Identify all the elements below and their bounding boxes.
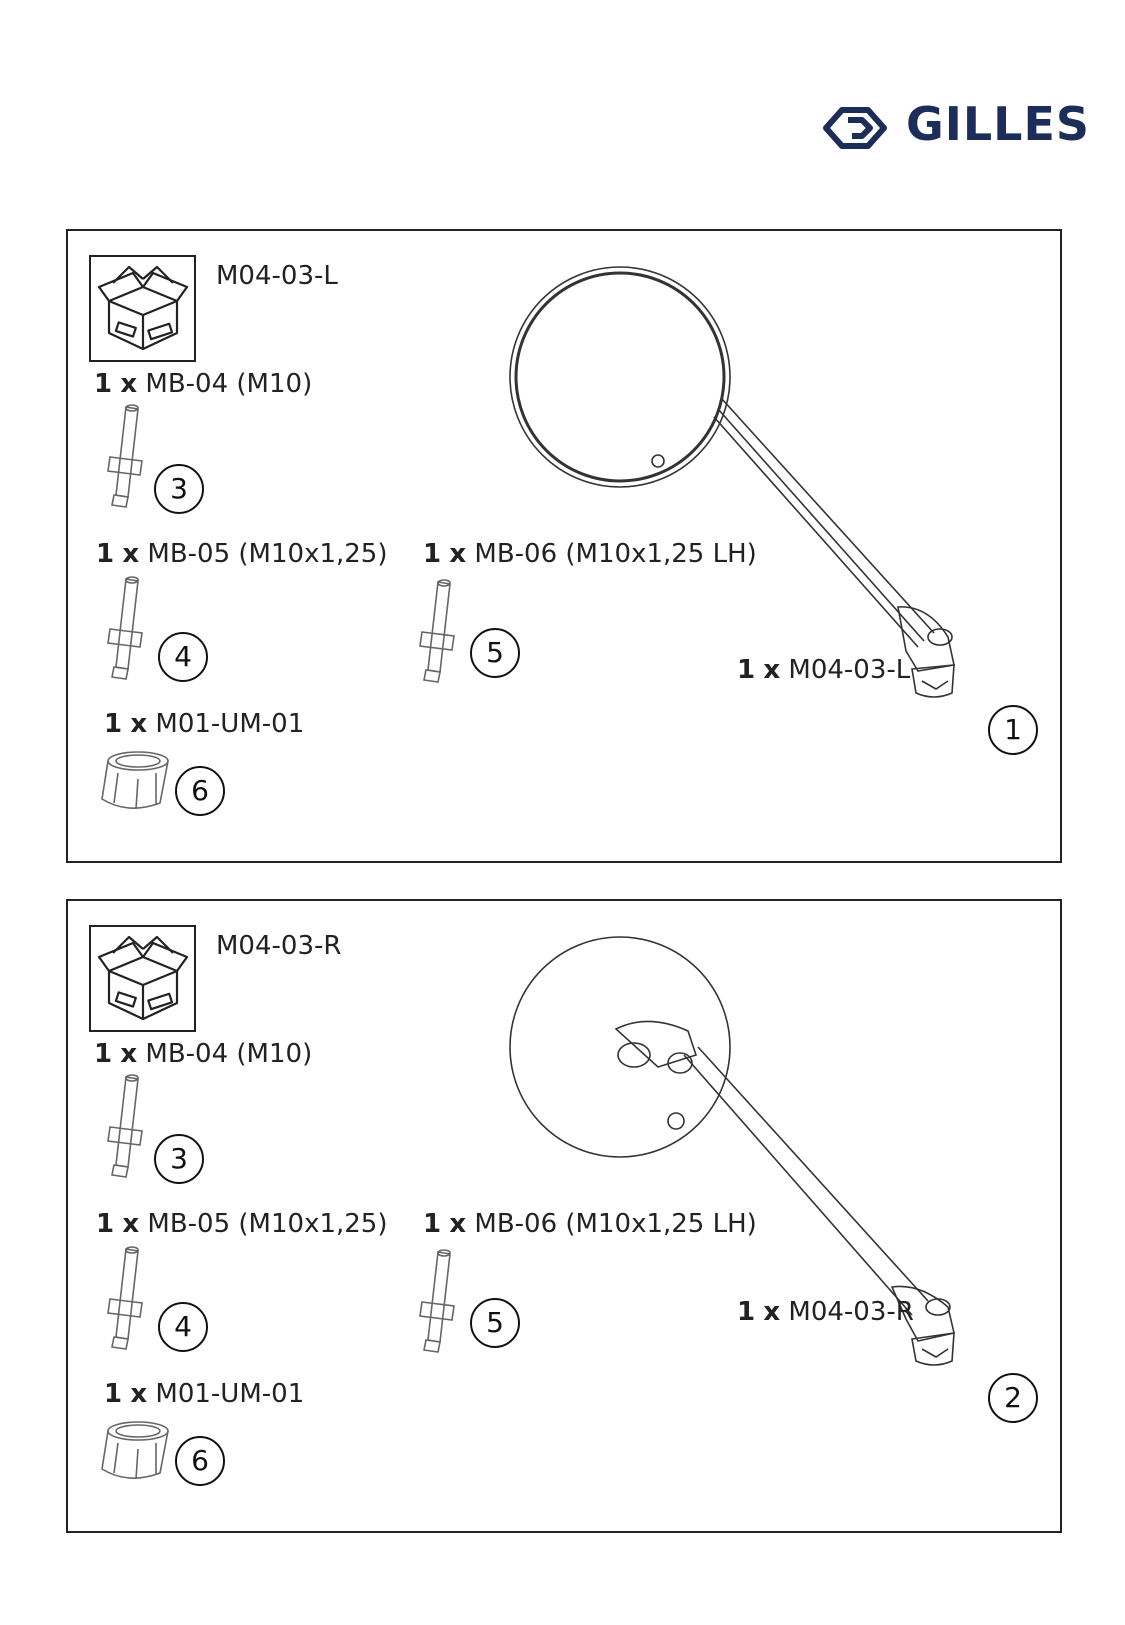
package-box-frame: [89, 925, 196, 1032]
package-box-icon: [91, 927, 194, 1030]
bolt-mb06-icon: [404, 576, 464, 686]
qty: 1: [104, 709, 123, 739]
part-label-mirror: [737, 655, 910, 685]
part-label-mb04: [94, 369, 312, 399]
callout-6: 6: [175, 766, 225, 816]
qty: 1: [96, 539, 115, 569]
callout-1: 1: [988, 705, 1038, 755]
part-name: M04-03-R: [788, 1297, 914, 1327]
part-name: MB-04 (M10): [145, 1039, 313, 1069]
callout-3: 3: [154, 1134, 204, 1184]
callout-4: 4: [158, 632, 208, 682]
times: x: [449, 1209, 467, 1239]
part-name: MB-05 (M10x1,25): [147, 1209, 388, 1239]
callout-3: 3: [154, 464, 204, 514]
bolt-mb06-icon: [404, 1246, 464, 1356]
times: x: [763, 1297, 781, 1327]
bolt-mb05-icon: [92, 573, 152, 683]
kit-panel-right: [66, 899, 1062, 1533]
callout-5: 5: [470, 628, 520, 678]
nut-m01-icon: [98, 1413, 174, 1489]
kit-code: M04-03-R: [216, 931, 342, 961]
part-name: MB-06 (M10x1,25 LH): [474, 1209, 757, 1239]
callout-4: 4: [158, 1302, 208, 1352]
callout-2: 2: [988, 1373, 1038, 1423]
part-label-m01: [104, 1379, 304, 1409]
bolt-mb04-icon: [92, 401, 152, 511]
callout-5: 5: [470, 1298, 520, 1348]
kit-code: M04-03-L: [216, 261, 338, 291]
qty: 1: [104, 1379, 123, 1409]
times: x: [449, 539, 467, 569]
qty: 1: [94, 369, 113, 399]
part-label-mb05: [96, 1209, 388, 1239]
part-label-mirror: [737, 1297, 914, 1327]
qty: 1: [423, 1209, 442, 1239]
qty: 1: [737, 1297, 756, 1327]
part-label-mb04: [94, 1039, 312, 1069]
qty: 1: [94, 1039, 113, 1069]
kit-panel-left: [66, 229, 1062, 863]
qty: 1: [423, 539, 442, 569]
times: x: [130, 709, 148, 739]
nut-m01-icon: [98, 743, 174, 819]
part-name: M01-UM-01: [155, 709, 305, 739]
times: x: [130, 1379, 148, 1409]
package-box-frame: [89, 255, 196, 362]
qty: 1: [96, 1209, 115, 1239]
callout-6: 6: [175, 1436, 225, 1486]
part-name: MB-06 (M10x1,25 LH): [474, 539, 757, 569]
part-name: M04-03-L: [788, 655, 911, 685]
bolt-mb04-icon: [92, 1071, 152, 1181]
part-label-mb05: [96, 539, 388, 569]
qty: 1: [737, 655, 756, 685]
package-box-icon: [91, 257, 194, 360]
part-label-m01: [104, 709, 304, 739]
part-name: MB-04 (M10): [145, 369, 313, 399]
mirror-right-drawing: [508, 935, 988, 1415]
times: x: [120, 1039, 138, 1069]
brand-wordmark: GILLES: [906, 97, 1091, 151]
times: x: [122, 539, 140, 569]
times: x: [763, 655, 781, 685]
part-name: M01-UM-01: [155, 1379, 305, 1409]
part-name: MB-05 (M10x1,25): [147, 539, 388, 569]
times: x: [122, 1209, 140, 1239]
times: x: [120, 369, 138, 399]
bolt-mb05-icon: [92, 1243, 152, 1353]
